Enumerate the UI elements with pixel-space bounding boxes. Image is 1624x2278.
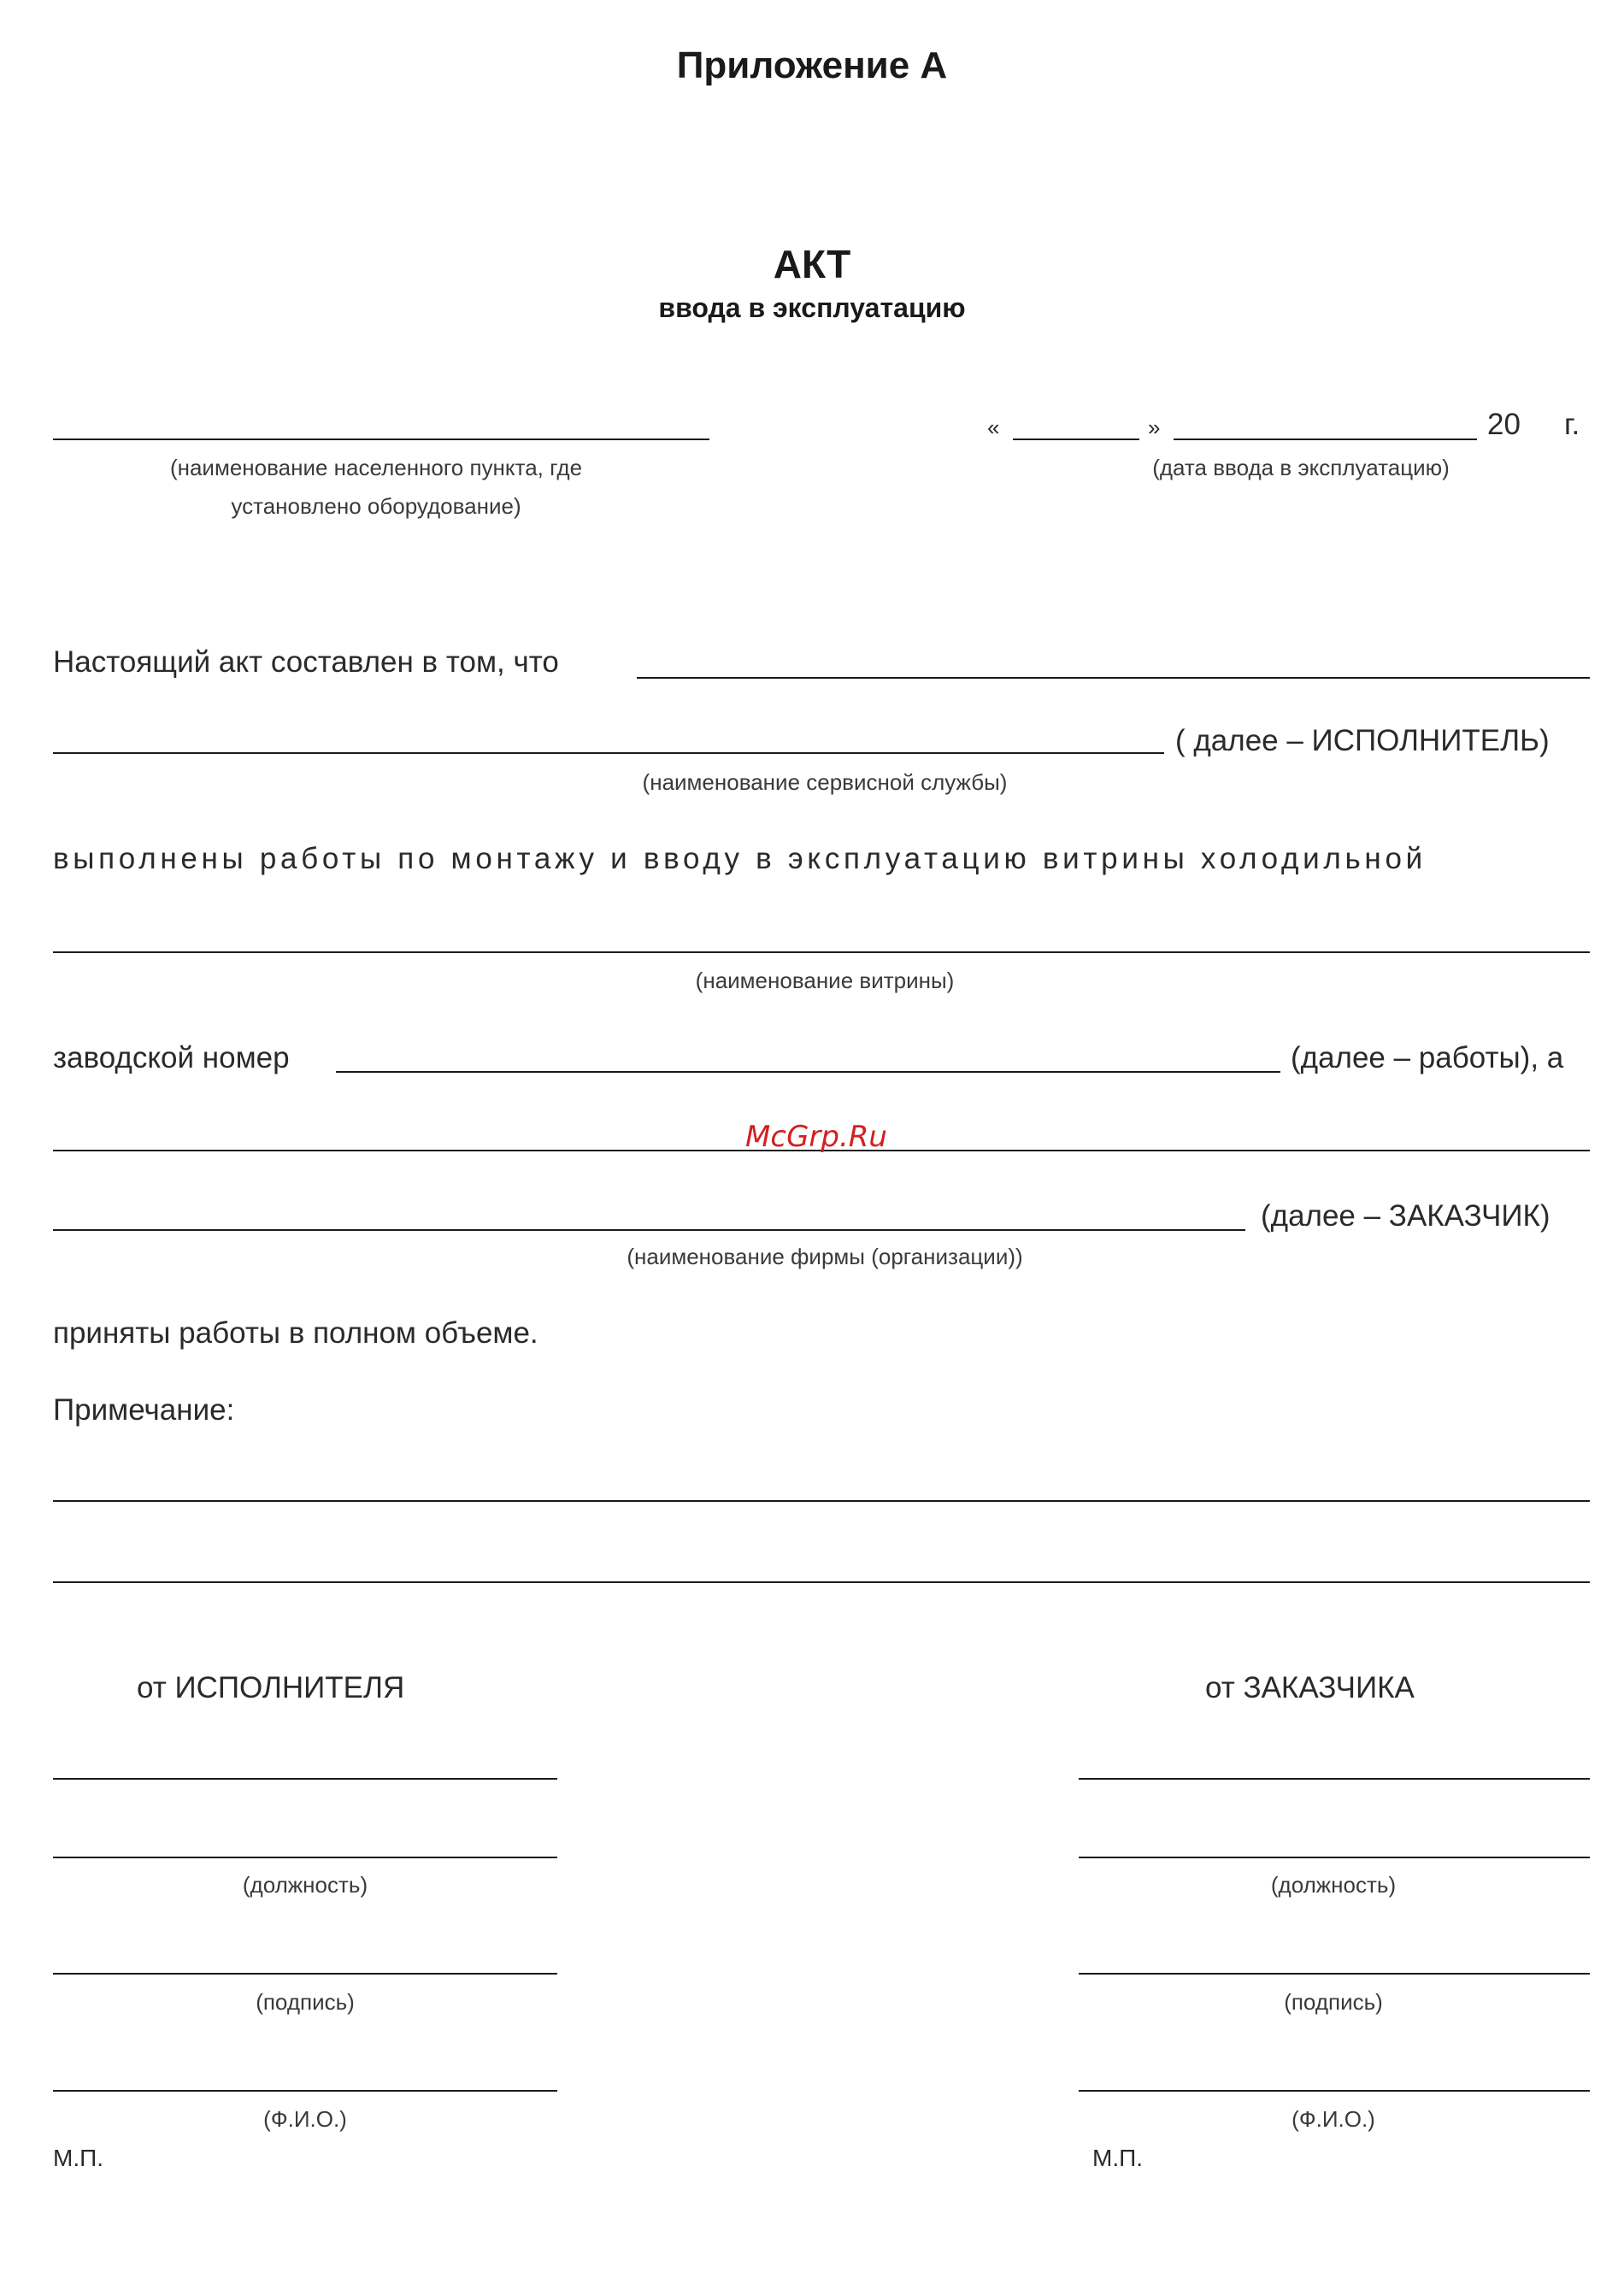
note-label: Примечание: bbox=[53, 1393, 235, 1427]
day-field[interactable] bbox=[1013, 439, 1139, 440]
watermark: McGrp.Ru bbox=[745, 1120, 887, 1154]
year-suffix: г. bbox=[1564, 408, 1580, 441]
customer-position-field[interactable] bbox=[1079, 1857, 1590, 1858]
executor-position-field[interactable] bbox=[53, 1857, 557, 1858]
quote-open: « bbox=[987, 415, 1000, 440]
serial-number-field[interactable] bbox=[336, 1071, 1280, 1073]
executor-signature-field[interactable] bbox=[53, 1973, 557, 1975]
executor-position-caption: (должность) bbox=[242, 1872, 368, 1898]
note-field-2[interactable] bbox=[53, 1581, 1590, 1583]
customer-field[interactable] bbox=[1079, 1778, 1590, 1780]
customer-block-title: от ЗАКАЗЧИКА bbox=[1205, 1671, 1415, 1704]
customer-position-caption: (должность) bbox=[1270, 1872, 1397, 1898]
service-name-caption: (наименование сервисной службы) bbox=[642, 769, 1008, 795]
works-suffix: (далее – работы), а bbox=[1291, 1041, 1564, 1074]
serial-number-label: заводской номер bbox=[53, 1041, 290, 1074]
customer-stamp-label: М.П. bbox=[1092, 2145, 1144, 2171]
executor-suffix: ( далее – ИСПОЛНИТЕЛЬ) bbox=[1175, 724, 1550, 757]
place-field[interactable] bbox=[53, 439, 709, 440]
showcase-name-caption: (наименование витрины) bbox=[695, 968, 955, 993]
act-title: АКТ bbox=[773, 242, 851, 286]
note-field-1[interactable] bbox=[53, 1500, 1590, 1502]
appendix-title: Приложение А bbox=[676, 44, 948, 86]
date-caption: (дата ввода в эксплуатацию) bbox=[1152, 455, 1450, 480]
customer-signature-caption: (подпись) bbox=[1284, 1989, 1383, 2015]
executor-stamp-label: М.П. bbox=[53, 2145, 104, 2171]
quote-close: » bbox=[1148, 415, 1161, 440]
works-text: выполнены работы по монтажу и вводу в эксплуатацию витрины холодильной bbox=[53, 842, 1427, 875]
customer-name-field-2[interactable] bbox=[53, 1229, 1245, 1231]
act-intro-label: Настоящий акт составлен в том, что bbox=[53, 645, 559, 679]
executor-signature-caption: (подпись) bbox=[256, 1989, 355, 2015]
act-subtitle: ввода в эксплуатацию bbox=[658, 292, 966, 323]
executor-name-caption: (Ф.И.О.) bbox=[263, 2106, 347, 2132]
act-intro-field[interactable] bbox=[637, 677, 1590, 679]
place-caption-line2: установлено оборудование) bbox=[231, 493, 521, 519]
month-field[interactable] bbox=[1174, 439, 1477, 440]
executor-field[interactable] bbox=[53, 1778, 557, 1780]
accepted-text: приняты работы в полном объеме. bbox=[53, 1316, 538, 1350]
executor-name-field[interactable] bbox=[53, 2090, 557, 2092]
customer-name-field[interactable] bbox=[1079, 2090, 1590, 2092]
company-name-caption: (наименование фирмы (организации)) bbox=[627, 1244, 1023, 1269]
customer-name-caption: (Ф.И.О.) bbox=[1292, 2106, 1375, 2132]
customer-signature-field[interactable] bbox=[1079, 1973, 1590, 1975]
showcase-name-field[interactable] bbox=[53, 951, 1590, 953]
place-caption-line1: (наименование населенного пункта, где bbox=[169, 455, 583, 480]
year-prefix: 20 bbox=[1487, 408, 1521, 441]
customer-suffix: (далее – ЗАКАЗЧИК) bbox=[1261, 1199, 1550, 1233]
executor-block-title: от ИСПОЛНИТЕЛЯ bbox=[137, 1671, 405, 1704]
service-name-field[interactable] bbox=[53, 752, 1164, 754]
